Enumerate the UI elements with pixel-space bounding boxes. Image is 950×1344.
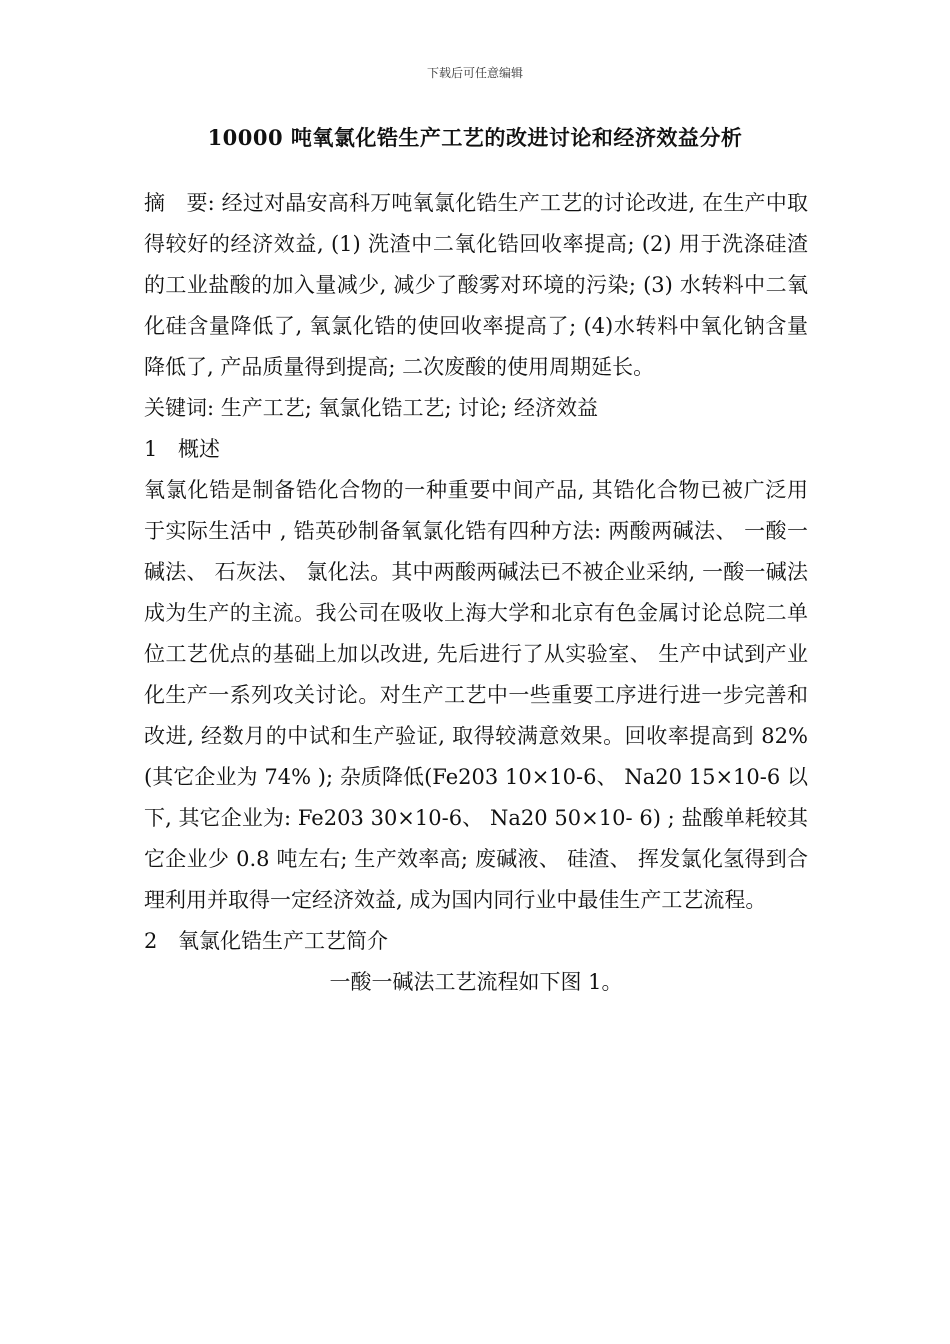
figure-intro-line: 一酸一碱法工艺流程如下图 1。 <box>329 970 623 994</box>
section-2-heading <box>144 921 808 962</box>
section-1-number: 1 <box>144 437 158 461</box>
section-1-title: 概述 <box>178 437 220 461</box>
keywords-line: 关键词: 生产工艺; 氧氯化锆工艺; 讨论; 经济效益 <box>144 396 599 420</box>
abstract-paragraph: 摘 要: 经过对晶安高科万吨氧氯化锆生产工艺的讨论改进, 在生产中取得较好的经济效益, (1) 洗渣中二氧化锆回收率提高; (2) 用于洗涤硅渣的工业盐酸的加入量减少, 减少了酸雾对环境的污染; (3) 水转料中二氧化硅含量降低了, 氧氯化锆的使回收率提高了; (4)水转料中氧化钠含量降低了, 产品质量得到提高; 二次废酸的使用周期延长。 <box>144 191 808 379</box>
section-1-paragraph: 氧氯化锆是制备锆化合物的一种重要中间产品, 其锆化合物已被广泛用于实际生活中 , 锆英砂制备氧氯化锆有四种方法: 两酸两碱法、 一酸一碱法、 石灰法、 氯化法。其中两酸两碱法已不被企业采纳, 一酸一碱法成为生产的主流。我公司在吸收上海大学和北京有色金属讨论总院二单位工艺优点的基础上加以改进, 先后进行了从实验室、 生产中试到产业化生产一系列攻关讨论。对生产工艺中一些重要工序进行进一步完善和改进, 经数月的中试和生产验证, 取得较满意效果。回收率提高到 82%(其它企业为 74% ); 杂质降低(Fe203 10×10-6、 Na20 15×10-6 以下, 其它企业为: Fe203 30×10-6、 Na20 50×10- 6) ; 盐酸单耗较其它企业少 0.8 吨左右; 生产效率高; 废碱液、 硅渣、 挥发氯化氢得到合理利用并取得一定经济效益, 成为国内同行业中最佳生产工艺流程。 <box>144 478 808 912</box>
section-2-title: 氧氯化锆生产工艺简介 <box>178 929 388 953</box>
section-1-heading <box>144 429 808 470</box>
document-title: 10000 吨氧氯化锆生产工艺的改进讨论和经济效益分析 <box>207 125 743 150</box>
document-body <box>144 183 808 1003</box>
section-2-number: 2 <box>144 929 158 953</box>
page-header: 下载后可任意编辑 <box>426 66 523 80</box>
